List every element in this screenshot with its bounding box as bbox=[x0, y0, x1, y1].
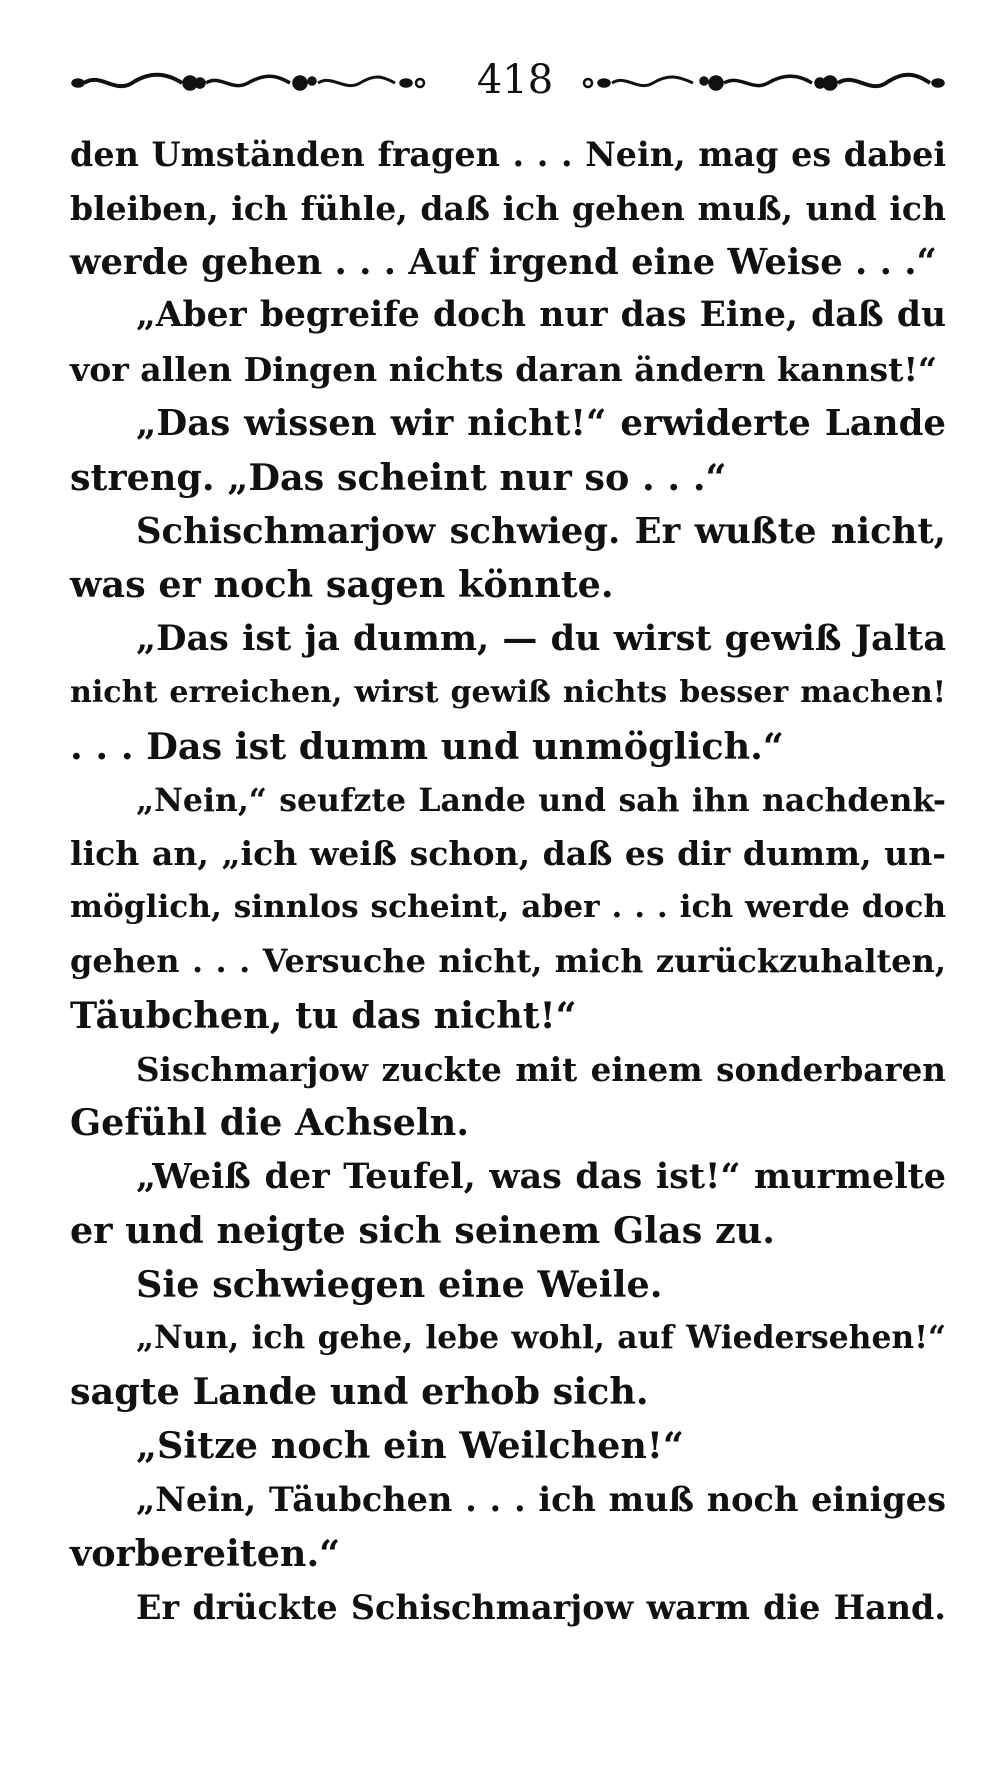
text-line: den Umständen fragen . . . Nein, mag es dabei bbox=[70, 135, 946, 174]
text-line: Sie schwiegen eine Weile. bbox=[136, 1262, 663, 1306]
text-line: möglich, sinnlos scheint, aber . . . ich werde doch bbox=[70, 889, 946, 926]
text-line: Gefühl die Achseln. bbox=[70, 1101, 470, 1145]
text-line: vor allen Dingen nichts daran ändern kannst!“ bbox=[70, 350, 938, 390]
ornament-rule-left bbox=[70, 70, 440, 96]
text-line: werde gehen . . . Auf irgend eine Weise . . .“ bbox=[70, 241, 937, 283]
text-line: „Das ist ja dumm, — du wirst gewiß Jalta bbox=[136, 618, 946, 660]
text-line: er und neigte sich seinem Glas zu. bbox=[70, 1208, 775, 1252]
text-line: gehen . . . Versuche nicht, mich zurückzuhalten, bbox=[70, 941, 946, 980]
text-line: „Sitze noch ein Weilchen!“ bbox=[136, 1424, 684, 1468]
text-line: Schischmarjow schwieg. Er wußte nicht, bbox=[136, 510, 946, 552]
text-line: vorbereiten.“ bbox=[70, 1531, 341, 1575]
text-line: lich an, „ich weiß schon, daß es dir dumm, un- bbox=[70, 834, 946, 874]
ornament-rule-right bbox=[578, 70, 948, 96]
text-line: Täubchen, tu das nicht!“ bbox=[70, 993, 577, 1037]
text-line: „Das wissen wir nicht!“ erwiderte Lande bbox=[136, 402, 946, 444]
text-line: nicht erreichen, wirst gewiß nichts besser machen! bbox=[70, 674, 946, 710]
text-line: „Aber begreife doch nur das Eine, daß du bbox=[136, 295, 946, 336]
text-line: sagte Lande und erhob sich. bbox=[70, 1370, 649, 1414]
body-text bbox=[70, 128, 946, 1634]
text-line: . . . Das ist dumm und unmöglich.“ bbox=[70, 724, 784, 768]
text-line: Er drückte Schischmarjow warm die Hand. bbox=[136, 1587, 946, 1627]
text-line: was er noch sagen könnte. bbox=[70, 563, 614, 607]
text-line: „Nein,“ seufzte Lande und sah ihn nachdenk- bbox=[136, 781, 946, 819]
text-line: „Nun, ich gehe, lebe wohl, auf Wiedersehen!“ bbox=[136, 1319, 946, 1356]
page-number: 418 bbox=[476, 57, 554, 103]
text-line: bleiben, ich fühle, daß ich gehen muß, und ich bbox=[70, 188, 946, 228]
text-line: Sischmarjow zuckte mit einem sonderbaren bbox=[136, 1049, 946, 1089]
page-header bbox=[70, 52, 940, 112]
text-line: „Nein, Täubchen . . . ich muß noch einiges bbox=[136, 1478, 946, 1519]
text-line: streng. „Das scheint nur so . . .“ bbox=[70, 455, 727, 499]
text-line: „Weiß der Teufel, was das ist!“ murmelte bbox=[136, 1156, 946, 1198]
